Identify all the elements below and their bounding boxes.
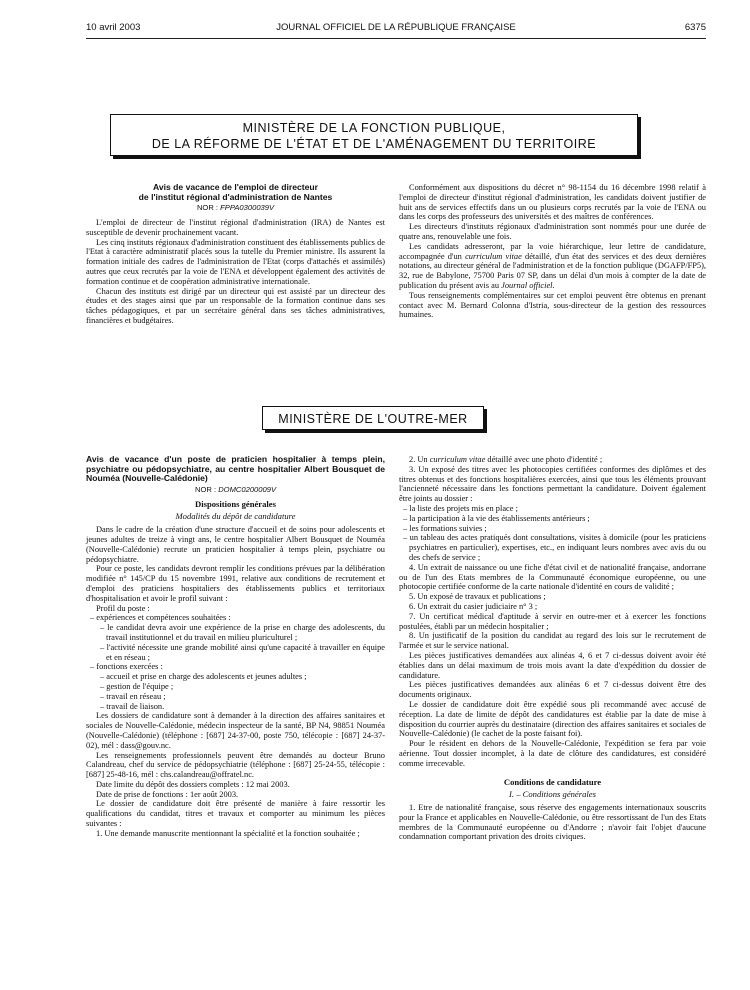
avis1-title-line2: de l'institut régional d'administration de Nantes bbox=[138, 191, 333, 202]
issue-date: 10 avril 2003 bbox=[86, 22, 141, 33]
ministry-heading-fonction-publique bbox=[110, 114, 638, 156]
section-heading-conditions: Conditions de candidature bbox=[503, 776, 602, 787]
list-item: – la participation à la vie des établissements antérieurs ; bbox=[403, 513, 590, 523]
avis2-title: Avis de vacance d'un poste de praticien hospitalier à temps plein, psychiatre ou pédopsychiatre, au centre hospitalier Albert Bousquet de Nouméa (Nouvelle-Calédonie) bbox=[86, 454, 385, 484]
journal-title: JOURNAL OFFICIEL DE LA RÉPUBLIQUE FRANÇAISE bbox=[276, 22, 516, 33]
paragraph: Date limite du dépôt des dossiers complets : 12 mai 2003. bbox=[96, 779, 290, 789]
paragraph: 3. Un exposé des titres avec les photocopies certifiées conformes des diplômes et des titres obtenus et des fonctions hospitalières exercées, ainsi que tous les éléments prouvant l'ancienneté nécessaire dans les fonctions permettant la candidature. Doivent également être joints au dossier : bbox=[399, 464, 706, 504]
avis1-paragraph: Tous renseignements complémentaires sur cet emploi peuvent être obtenus en prenant contact avec M. Bernard Colonna d'Istria, sous-directeur de la gestion des ressources humaines. bbox=[399, 290, 706, 320]
list-item: 1. Etre de nationalité française, sous réserve des engagements internationaux souscrits pour la France et applicables en Nouvelle-Calédonie, ou être ressortissant de l'un des Etats membres de la Communauté européenne ou d'Andorre ; n'avoir fait l'objet d'aucune condamnation comportant privation des droits civiques. bbox=[399, 803, 706, 842]
avis1-paragraph: Chacun des instituts est dirigé par un directeur qui est assisté par un directeur des études et des stages ainsi que par un responsable de la formation continue dans ses tâches pédagogiques, et par un secrétaire général dans ses tâches administratives, financières et budgétaires. bbox=[86, 286, 385, 325]
list-item: – gestion de l'équipe ; bbox=[100, 681, 174, 691]
avis2-right-column bbox=[399, 455, 706, 842]
paragraph: 5. Un exposé de travaux et publications ; bbox=[409, 592, 546, 602]
paragraph: Pour le résident en dehors de la Nouvelle-Calédonie, l'expédition se fera par voie aérienne. Tout dossier incomplet, à la date de clôture des candidatures, est considéré comme irrecevable. bbox=[399, 739, 706, 768]
list-item: 2. Un curriculum vitae détaillé avec une photo d'identité ; bbox=[409, 455, 603, 464]
ministry-heading-line1: MINISTÈRE DE LA FONCTION PUBLIQUE, bbox=[242, 121, 506, 135]
paragraph: Date de prise de fonctions : 1er août 2003. bbox=[96, 789, 239, 799]
section-heading-dispositions: Dispositions générales bbox=[195, 498, 276, 509]
list-item: – l'activité nécessite une grande mobilité ainsi qu'une capacité à travailler en équipe et en réseau ; bbox=[100, 642, 385, 662]
list-item: – travail de liaison. bbox=[100, 701, 165, 711]
list-item: – accueil et prise en charge des adolescents et jeunes adultes ; bbox=[100, 672, 307, 682]
paragraph: Les renseignements professionnels peuvent être demandés au docteur Bruno Calandreau, chef du service de pédopsychiatrie (téléphone : [687] 25-24-55, télécopie : [687] 25-48-16, mél : chs.calandreau@offratel.nc. bbox=[86, 750, 385, 780]
section-subheading-conditions-generales: I. – Conditions générales bbox=[509, 789, 596, 800]
avis1-paragraph: Conformément aux dispositions du décret n° 98-1154 du 16 décembre 1998 relatif à l'emploi de directeur d'institut régional d'administration, les candidats doivent justifier de huit ans de services effectifs dans un ou plusieurs corps recrutés par la voie de l'ENA ou dans les corps des professeurs des universités et des maîtres de conférences. bbox=[399, 183, 706, 222]
avis2-left-column bbox=[86, 455, 385, 839]
paragraph: Profil du poste : bbox=[96, 603, 150, 613]
list-item: – les formations suivies ; bbox=[403, 523, 487, 533]
avis1-paragraph: Les candidats adresseront, par la voie hiérarchique, leur lettre de candidature, accompagnée d'un curriculum vitae détaillé, d'un état des services et des deux dernières notations, au directeur général de l'administration et de la fonction publique (DGAFP/FP5), 32, rue de Babylone, 75700 Paris 07 SP, dans un délai d'un mois à compter de la date de publication du présent avis au Journal officiel. bbox=[399, 241, 707, 290]
avis1-paragraph: Les cinq instituts régionaux d'administration constituent des établissements publics de l'Etat à caractère administratif placés sous la tutelle du Premier ministre. Ils assurent la formation initiale des cadres de l'administration de l'Etat (corps d'attachés et assimilés) autres que ceux recrutés par la voie de l'ENA et développent également des activités de formation continue et de coopération administrative internationale. bbox=[86, 237, 385, 286]
ministry-heading-line2: DE LA RÉFORME DE L'ÉTAT ET DE L'AMÉNAGEMENT DU TERRITOIRE bbox=[151, 137, 597, 151]
list-item: – le candidat devra avoir une expérience de la prise en charge des adolescents, du travail institutionnel et du travail en milieu pluriculturel ; bbox=[100, 623, 385, 642]
paragraph: 6. Un extrait du casier judiciaire n° 3 ; bbox=[409, 601, 538, 611]
header-rule bbox=[86, 38, 706, 39]
paragraph: Dans le cadre de la création d'une structure d'accueil et de soins pour adolescents et jeunes adultes de treize à vingt ans, le centre hospitalier Albert Bousquet de Nouméa (Nouvelle-Calédonie) recrute un praticien hospitalier à temps plein, psychiatre ou pédopsychiatre. bbox=[86, 525, 385, 564]
paragraph: Le dossier de candidature doit être expédié sous pli recommandé avec accusé de réception. La date de limite de dépôt des candidatures est établie par la date de mise à disposition du courrier auprès du destinataire (direction des affaires sanitaires et sociales de Nouvelle-Calédonie) (le cachet de la poste faisant foi). bbox=[399, 699, 706, 739]
paragraph: 1. Une demande manuscrite mentionnant la spécialité et la fonction souhaitée ; bbox=[96, 828, 360, 838]
avis1-title-line1: Avis de vacance de l'emploi de directeur bbox=[152, 182, 319, 192]
ministry-heading-outre-mer: MINISTÈRE DE L'OUTRE-MER bbox=[262, 406, 484, 430]
avis1-nor: NOR : FPPA0300039V bbox=[196, 203, 275, 213]
avis1-right-column bbox=[399, 183, 706, 320]
paragraph: 7. Un certificat médical d'aptitude à servir en outre-mer et à exercer les fonctions postulées, établi par un médecin hospitalier ; bbox=[399, 611, 706, 631]
avis2-nor: NOR : DOMC0200009V bbox=[194, 484, 277, 494]
avis1-paragraph: Les directeurs d'instituts régionaux d'administration sont nommés pour une durée de quatre ans, renouvelable une fois. bbox=[399, 222, 706, 241]
list-item: – expériences et compétences souhaitées : bbox=[90, 613, 231, 623]
list-item: – travail en réseau ; bbox=[100, 691, 166, 701]
page-header bbox=[86, 22, 706, 36]
paragraph: Le dossier de candidature doit être présenté de manière à faire ressortir les qualifications du candidat, titres et travaux et comporter au minimum les pièces suivantes : bbox=[86, 799, 385, 829]
paragraph: 8. Un justificatif de la position du candidat au regard des lois sur le recrutement de l'armée et sur le service national. bbox=[399, 631, 706, 651]
paragraph: Pour ce poste, les candidats devront remplir les conditions prévues par la délibération modifiée n° 145/CP du 15 novembre 1991, relative aux conditions de recrutement et d'emploi des praticiens hospitaliers des établissements publics et territoriaux d'hospitalisation et avoir le profil suivant : bbox=[86, 564, 385, 603]
paragraph: Les pièces justificatives demandées aux alinéas 4, 6 et 7 ci-dessus doivent avoir été établies dans un délai maximum de trois mois avant la date d'expédition du dossier de candidature. bbox=[399, 650, 706, 680]
section-subheading-modalites: Modalités du dépôt de candidature bbox=[175, 511, 296, 522]
page-number: 6375 bbox=[684, 22, 706, 33]
list-item: – fonctions exercées : bbox=[90, 662, 163, 672]
paragraph: Les dossiers de candidature sont à demander à la direction des affaires sanitaires et sociales de Nouvelle-Calédonie, médecin inspecteur de la santé, BP N4, 98851 Nouméa (Nouvelle-Calédonie) (téléphone : [687] 24-37-00, poste 750, télécopie : [687] 24-37-02), mél : dass@gouv.nc. bbox=[86, 711, 385, 750]
list-item: – un tableau des actes pratiqués dont consultations, visites à domicile (pour les praticiens psychiatres en particulier), expertises, etc., en indiquant leurs nombres avec avis du ou des chefs de service ; bbox=[403, 533, 706, 562]
avis1-left-column bbox=[86, 183, 385, 326]
list-item: – la liste des projets mis en place ; bbox=[403, 503, 518, 513]
paragraph: 4. Un extrait de naissance ou une fiche d'état civil et de nationalité française, andorrane ou de l'un des Etats membres de la Communauté économique européenne, ou une photocopie certifiée conforme de la carte nationale d'identité en cours de validité ; bbox=[399, 562, 706, 592]
paragraph: Les pièces justificatives demandées aux alinéas 6 et 7 ci-dessus doivent être des documents originaux. bbox=[399, 680, 706, 700]
avis1-paragraph: L'emploi de directeur de l'institut régional d'administration (IRA) de Nantes est susceptible de devenir prochainement vacant. bbox=[86, 217, 385, 237]
